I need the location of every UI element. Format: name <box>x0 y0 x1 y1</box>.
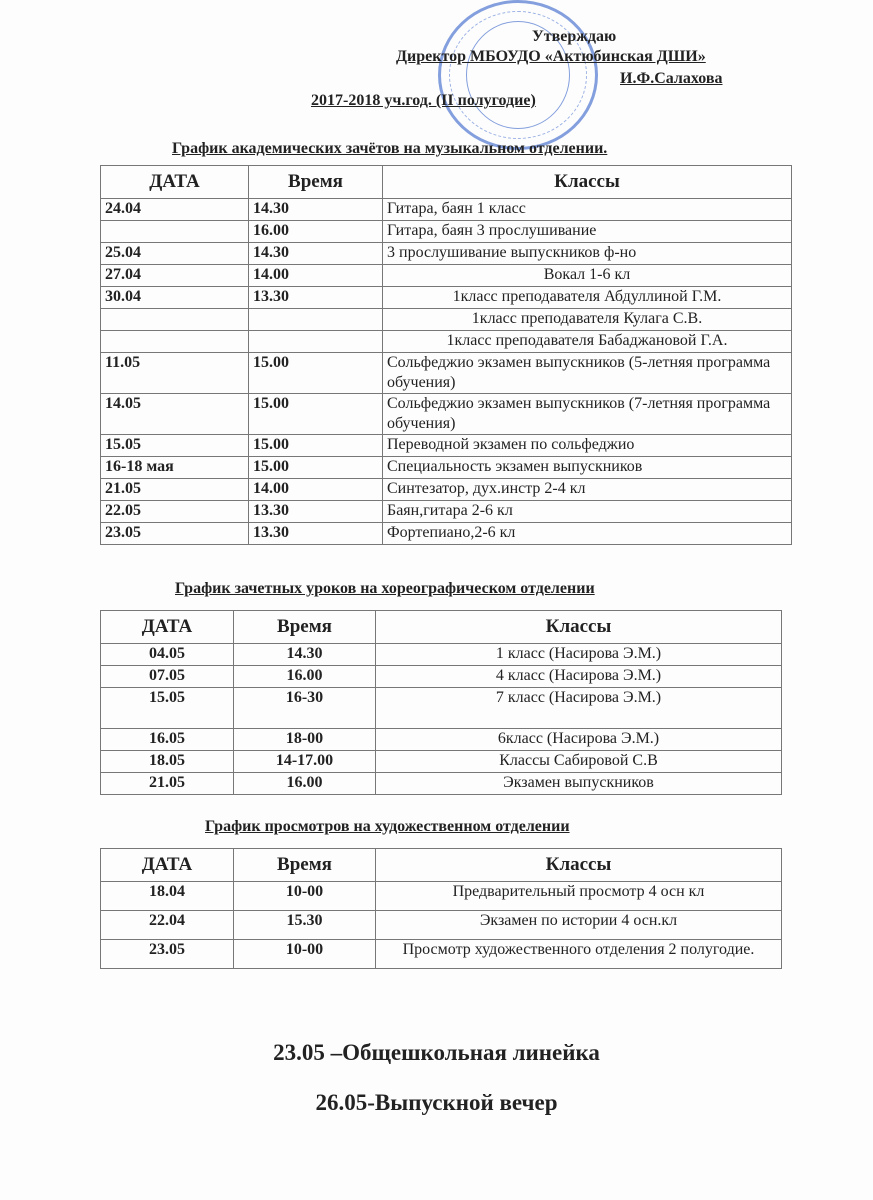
date-cell: 22.05 <box>101 501 249 523</box>
time-cell: 10-00 <box>234 940 376 969</box>
column-header: Время <box>249 166 383 199</box>
time-cell: 16-30 <box>234 688 376 729</box>
table-row <box>101 644 782 666</box>
time-cell: 15.00 <box>249 353 383 394</box>
classes-cell: Синтезатор, дух.инстр 2-4 кл <box>383 479 792 501</box>
music-schedule-table <box>100 165 792 545</box>
column-header: Время <box>234 849 376 882</box>
date-cell <box>101 221 249 243</box>
classes-cell: Баян,гитара 2-6 кл <box>383 501 792 523</box>
date-cell: 18.04 <box>101 882 234 911</box>
classes-cell: 3 прослушивание выпускников ф-но <box>383 243 792 265</box>
time-cell: 13.30 <box>249 523 383 545</box>
academic-year: 2017-2018 уч.год. (II полугодие) <box>311 92 536 109</box>
time-cell: 14.00 <box>249 479 383 501</box>
table-row <box>101 265 792 287</box>
time-cell: 15.00 <box>249 435 383 457</box>
table-row <box>101 199 792 221</box>
table-row <box>101 523 792 545</box>
classes-cell: Гитара, баян 3 прослушивание <box>383 221 792 243</box>
time-cell: 16.00 <box>249 221 383 243</box>
date-cell <box>101 331 249 353</box>
table-row <box>101 882 782 911</box>
column-header: ДАТА <box>101 611 234 644</box>
date-cell: 07.05 <box>101 666 234 688</box>
classes-cell: 4 класс (Насирова Э.М.) <box>376 666 782 688</box>
section-title-art: График просмотров на художественном отделении <box>205 818 570 835</box>
table-row <box>101 773 782 795</box>
date-cell: 14.05 <box>101 394 249 435</box>
date-cell: 16.05 <box>101 729 234 751</box>
date-cell: 25.04 <box>101 243 249 265</box>
classes-cell: 7 класс (Насирова Э.М.) <box>376 688 782 729</box>
time-cell: 13.30 <box>249 501 383 523</box>
director-title: Директор МБОУДО «Актюбинская ДШИ» <box>396 48 706 65</box>
time-cell <box>249 309 383 331</box>
table-row <box>101 353 792 394</box>
date-cell: 23.05 <box>101 940 234 969</box>
time-cell: 18-00 <box>234 729 376 751</box>
time-cell <box>249 331 383 353</box>
date-cell: 30.04 <box>101 287 249 309</box>
classes-cell: Экзамен по истории 4 осн.кл <box>376 911 782 940</box>
section-title-choreography: График зачетных уроков на хореографическом отделении <box>175 580 595 597</box>
date-cell: 18.05 <box>101 751 234 773</box>
classes-cell: Вокал 1-6 кл <box>383 265 792 287</box>
classes-cell: Сольфеджио экзамен выпускников (5-летняя программа обучения) <box>383 353 792 394</box>
classes-cell: 6класс (Насирова Э.М.) <box>376 729 782 751</box>
table-row <box>101 940 782 969</box>
classes-cell: 1класс преподавателя Кулага С.В. <box>383 309 792 331</box>
classes-cell: Сольфеджио экзамен выпускников (7-летняя программа обучения) <box>383 394 792 435</box>
date-cell: 16-18 мая <box>101 457 249 479</box>
time-cell: 14.00 <box>249 265 383 287</box>
date-cell <box>101 309 249 331</box>
date-cell: 11.05 <box>101 353 249 394</box>
header-row <box>101 849 782 882</box>
choreography-schedule-table <box>100 610 782 795</box>
classes-cell: Просмотр художественного отделения 2 полугодие. <box>376 940 782 969</box>
classes-cell: Фортепиано,2-6 кл <box>383 523 792 545</box>
table-row <box>101 435 792 457</box>
table-row <box>101 287 792 309</box>
table-row <box>101 666 782 688</box>
header-row <box>101 611 782 644</box>
classes-cell: 1класс преподавателя Бабаджановой Г.А. <box>383 331 792 353</box>
classes-cell: Предварительный просмотр 4 осн кл <box>376 882 782 911</box>
table-row <box>101 501 792 523</box>
date-cell: 27.04 <box>101 265 249 287</box>
column-header: Классы <box>376 849 782 882</box>
time-cell: 15.00 <box>249 394 383 435</box>
header-row <box>101 166 792 199</box>
column-header: ДАТА <box>101 166 249 199</box>
table-row <box>101 751 782 773</box>
time-cell: 15.30 <box>234 911 376 940</box>
date-cell: 22.04 <box>101 911 234 940</box>
date-cell: 04.05 <box>101 644 234 666</box>
time-cell: 14.30 <box>234 644 376 666</box>
column-header: Время <box>234 611 376 644</box>
time-cell: 14-17.00 <box>234 751 376 773</box>
column-header: Классы <box>376 611 782 644</box>
table-row <box>101 221 792 243</box>
time-cell: 10-00 <box>234 882 376 911</box>
date-cell: 21.05 <box>101 479 249 501</box>
table-row <box>101 479 792 501</box>
classes-cell: 1класс преподавателя Абдуллиной Г.М. <box>383 287 792 309</box>
date-cell: 15.05 <box>101 688 234 729</box>
table-row <box>101 688 782 729</box>
table-row <box>101 457 792 479</box>
date-cell: 15.05 <box>101 435 249 457</box>
classes-cell: Экзамен выпускников <box>376 773 782 795</box>
director-name: И.Ф.Салахова <box>620 70 723 87</box>
classes-cell: Переводной экзамен по сольфеджио <box>383 435 792 457</box>
time-cell: 16.00 <box>234 666 376 688</box>
date-cell: 23.05 <box>101 523 249 545</box>
time-cell: 14.30 <box>249 243 383 265</box>
classes-cell: Специальность экзамен выпускников <box>383 457 792 479</box>
time-cell: 14.30 <box>249 199 383 221</box>
table-row <box>101 331 792 353</box>
table-row <box>101 911 782 940</box>
table-row <box>101 729 782 751</box>
section-title-music: График академических зачётов на музыкальном отделении. <box>172 140 608 157</box>
classes-cell: Гитара, баян 1 класс <box>383 199 792 221</box>
table-row <box>101 243 792 265</box>
time-cell: 13.30 <box>249 287 383 309</box>
school-seal-stamp <box>438 0 598 150</box>
column-header: Классы <box>383 166 792 199</box>
date-cell: 24.04 <box>101 199 249 221</box>
art-schedule-table <box>100 848 782 969</box>
classes-cell: 1 класс (Насирова Э.М.) <box>376 644 782 666</box>
date-cell: 21.05 <box>101 773 234 795</box>
classes-cell: Классы Сабировой С.В <box>376 751 782 773</box>
time-cell: 15.00 <box>249 457 383 479</box>
footer-graduation: 26.05-Выпускной вечер <box>315 1090 558 1115</box>
time-cell: 16.00 <box>234 773 376 795</box>
footer-assembly: 23.05 –Общешкольная линейка <box>273 1040 600 1065</box>
approve-label: Утверждаю <box>532 28 617 45</box>
table-row <box>101 394 792 435</box>
table-row <box>101 309 792 331</box>
column-header: ДАТА <box>101 849 234 882</box>
